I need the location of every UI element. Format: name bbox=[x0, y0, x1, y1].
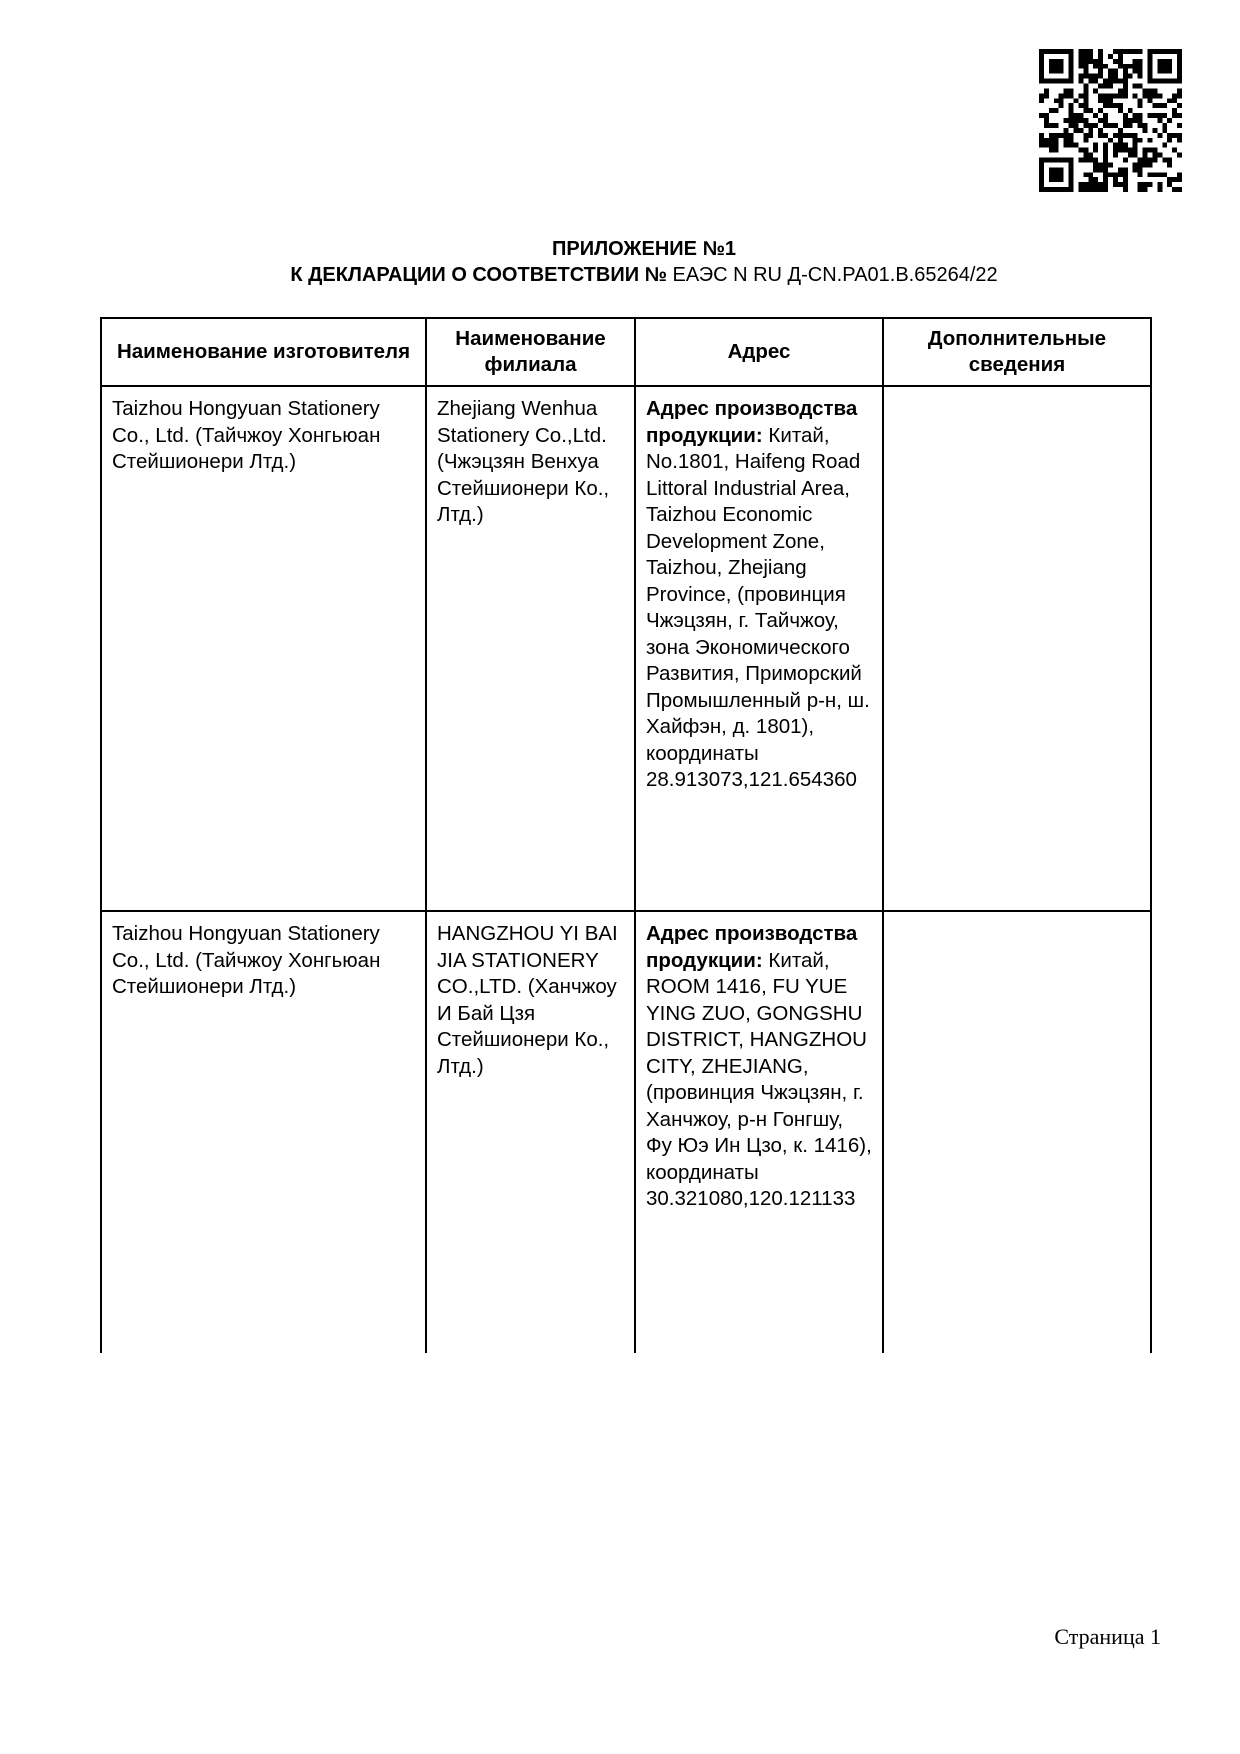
table-header-row bbox=[101, 318, 1151, 386]
address-cell bbox=[635, 386, 883, 911]
manufacturer-cell: Taizhou Hongyuan Stationery Co., Ltd. (Тайчжоу Хонгьюан Стейшионери Лтд.) bbox=[101, 911, 426, 1353]
address-label: Адрес производства продукции: bbox=[646, 397, 858, 447]
column-header-address: Адрес bbox=[635, 318, 883, 386]
table-row bbox=[101, 386, 1151, 911]
annex-table bbox=[100, 317, 1152, 1353]
declaration-caption: К ДЕКЛАРАЦИИ О СООТВЕТСТВИИ № bbox=[290, 264, 667, 286]
column-header-manufacturer: Наименование изготовителя bbox=[101, 318, 426, 386]
address-label: Адрес производства продукции: bbox=[646, 922, 858, 972]
additional-cell bbox=[883, 911, 1151, 1353]
additional-cell bbox=[883, 386, 1151, 911]
address-text: Китай, ROOM 1416, FU YUE YING ZUO, GONGSHU DISTRICT, HANGZHOU CITY, ZHEJIANG, (провинция Чжэцзян, г. Ханчжоу, р-н Гонгшу, Фу Юэ Ин Цзо, к. 1416), координаты 30.321080,120.121133 bbox=[646, 948, 872, 1210]
manufacturer-cell: Taizhou Hongyuan Stationery Co., Ltd. (Тайчжоу Хонгьюан Стейшионери Лтд.) bbox=[101, 386, 426, 911]
column-header-additional: Дополнительные сведения bbox=[883, 318, 1151, 386]
address-text: Китай, No.1801, Haifeng Road Littoral Industrial Area, Taizhou Economic Development Zone, Taizhou, Zhejiang Province, (провинция Чжэцзян, г. Тайчжоу, зона Экономического Развития, Приморский Промышленный р-н, ш. Хайфэн, д. 1801), координаты 28.913073,121.654360 bbox=[646, 423, 870, 791]
page-number: Страница 1 bbox=[1054, 1624, 1161, 1649]
annex-title: ПРИЛОЖЕНИЕ №1 bbox=[552, 238, 736, 260]
branch-cell: HANGZHOU YI BAI JIA STATIONERY CO.,LTD. (Ханчжоу И Бай Цзя Стейшионери Ко., Лтд.) bbox=[426, 911, 635, 1353]
address-cell bbox=[635, 911, 883, 1353]
document-title bbox=[0, 236, 1240, 288]
branch-cell: Zhejiang Wenhua Stationery Co.,Ltd. (Чжэцзян Венхуа Стейшионери Ко., Лтд.) bbox=[426, 386, 635, 911]
table-row bbox=[101, 911, 1151, 1353]
declaration-number: ЕАЭС N RU Д-CN.РА01.В.65264/22 bbox=[672, 264, 998, 286]
qr-code-icon bbox=[1039, 49, 1182, 192]
column-header-branch: Наименование филиала bbox=[426, 318, 635, 386]
declaration-reference bbox=[48, 262, 1240, 288]
